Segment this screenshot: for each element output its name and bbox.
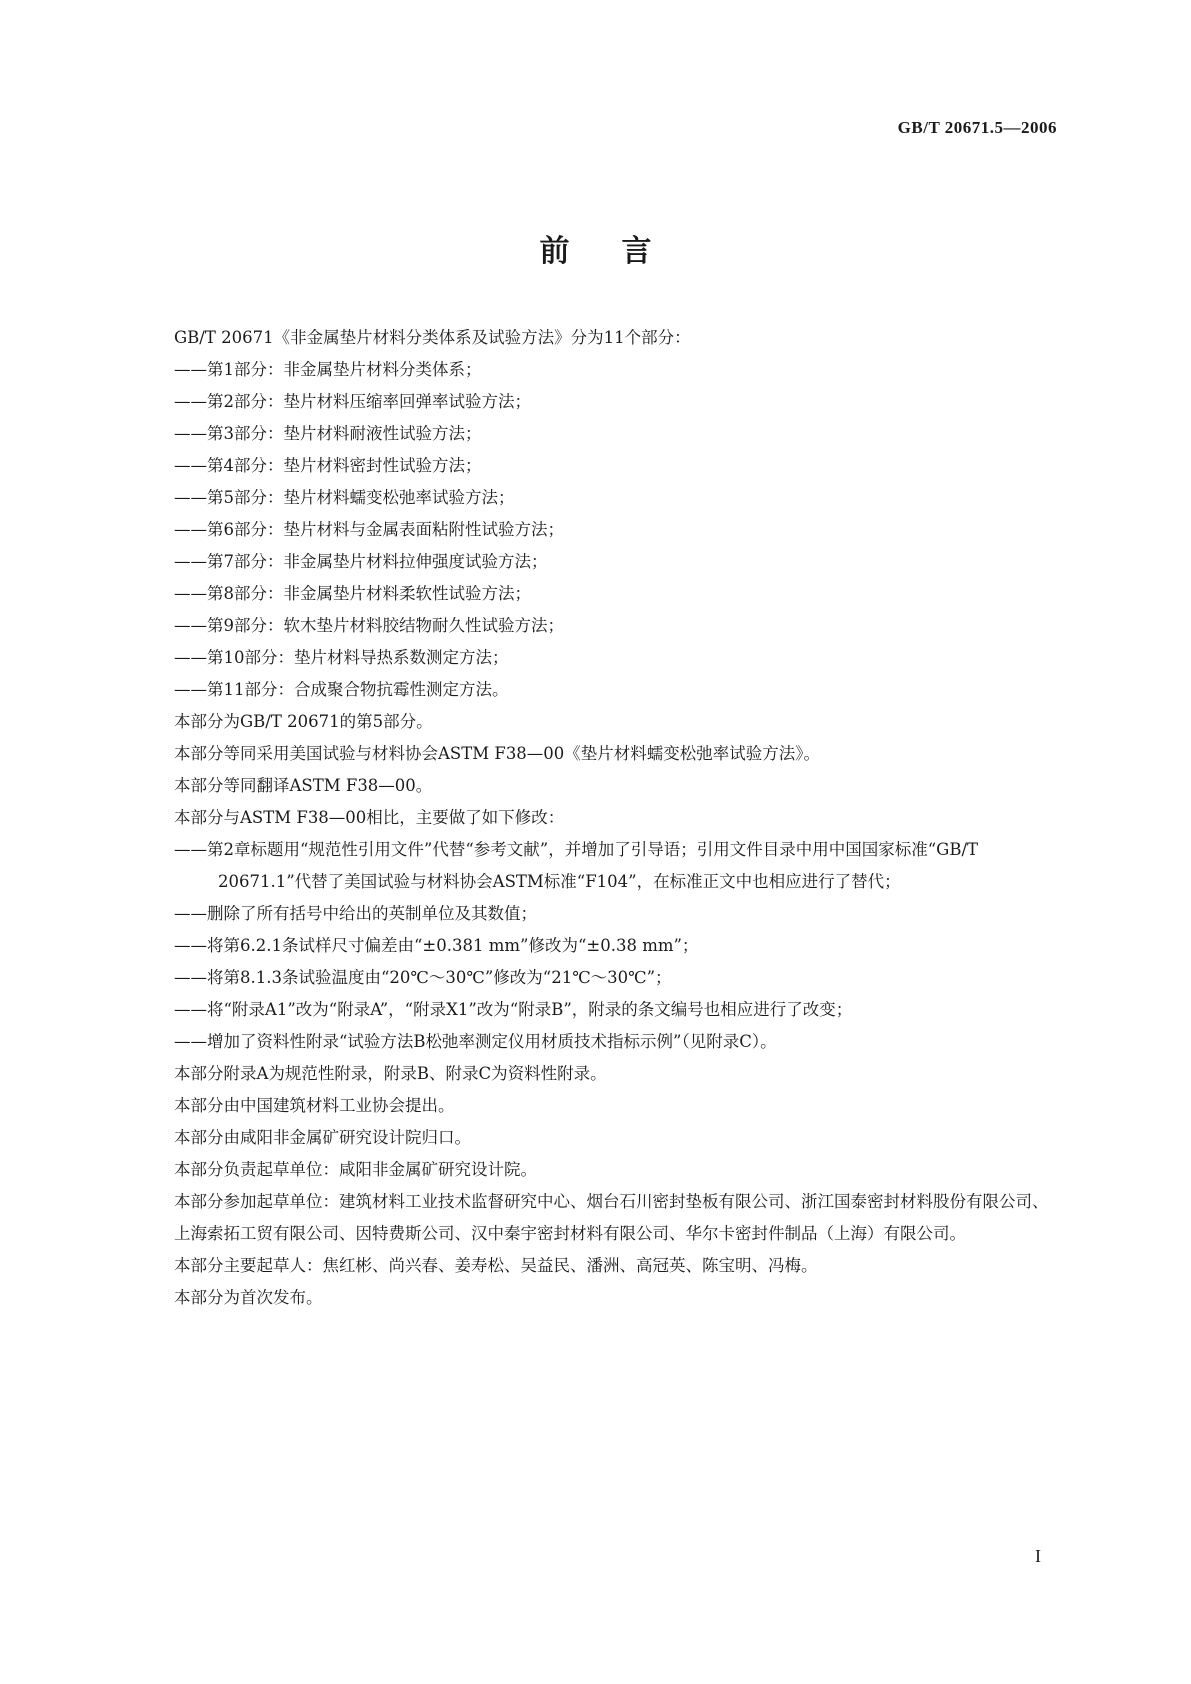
standard-code: GB/T 20671.5—2006: [897, 118, 1057, 137]
statement-paragraph: 本部分与ASTM F38—00相比，主要做了如下修改：: [174, 808, 565, 827]
closing-paragraph: 本部分负责起草单位：咸阳非金属矿研究设计院。: [174, 1160, 537, 1179]
closing-paragraph: 本部分主要起草人：焦红彬、尚兴春、姜寿松、吴益民、潘洲、高冠英、陈宝明、冯梅。: [174, 1256, 818, 1275]
list-item: ——第2部分：垫片材料压缩率回弹率试验方法；: [174, 392, 531, 411]
list-item: ——第10部分：垫片材料导热系数测定方法；: [174, 648, 509, 667]
statement-paragraph: 本部分等同翻译ASTM F38—00。: [174, 776, 433, 795]
list-item: ——删除了所有括号中给出的英制单位及其数值；: [174, 904, 537, 923]
changes-list: [174, 834, 1056, 1058]
closing-paragraph: 本部分为首次发布。: [174, 1288, 323, 1307]
list-item: ——第2章标题用“规范性引用文件”代替“参考文献”，并增加了引导语；引用文件目录中用中国国家标准“GB/T 20671.1”代替了美国试验与材料协会ASTM标准“F104”，在标准正文中也相应进行了替代；: [174, 840, 979, 891]
list-item: ——第5部分：垫片材料蠕变松弛率试验方法；: [174, 488, 515, 507]
closing-paragraph: 本部分由中国建筑材料工业协会提出。: [174, 1096, 455, 1115]
statement-paragraph: 本部分等同采用美国试验与材料协会ASTM F38—00《垫片材料蠕变松弛率试验方法》。: [174, 744, 821, 763]
page-title: 前言: [539, 234, 704, 269]
list-item: ——第9部分：软木垫片材料胶结物耐久性试验方法；: [174, 616, 564, 635]
page-number: I: [1035, 1546, 1041, 1566]
list-item: ——将第6.2.1条试样尺寸偏差由“±0.381 mm”修改为“±0.38 mm”；: [174, 936, 699, 955]
list-item: ——将第8.1.3条试验温度由“20℃～30℃”修改为“21℃～30℃”；: [174, 968, 672, 987]
list-item: ——第8部分：非金属垫片材料柔软性试验方法；: [174, 584, 531, 603]
statement-paragraph: 本部分为GB/T 20671的第5部分。: [174, 712, 433, 731]
foreword-body: [174, 322, 1056, 1314]
list-item: ——将“附录A1”改为“附录A”，“附录X1”改为“附录B”，附录的条文编号也相应进行了改变；: [174, 1000, 853, 1019]
list-item: ——第11部分：合成聚合物抗霉性测定方法。: [174, 680, 509, 699]
closing-paragraph: 本部分附录A为规范性附录，附录B、附录C为资料性附录。: [174, 1064, 607, 1083]
list-item: ——增加了资料性附录“试验方法B松弛率测定仪用材质技术指标示例”（见附录C）。: [174, 1032, 777, 1051]
list-item: ——第3部分：垫片材料耐液性试验方法；: [174, 424, 482, 443]
parts-list: [174, 354, 1056, 706]
list-item: ——第7部分：非金属垫片材料拉伸强度试验方法；: [174, 552, 548, 571]
list-item: ——第1部分：非金属垫片材料分类体系；: [174, 360, 482, 379]
intro-paragraph: GB/T 20671《非金属垫片材料分类体系及试验方法》分为11个部分：: [174, 328, 691, 347]
closing-paragraph: 本部分由咸阳非金属矿研究设计院归口。: [174, 1128, 471, 1147]
list-item: ——第4部分：垫片材料密封性试验方法；: [174, 456, 482, 475]
list-item: ——第6部分：垫片材料与金属表面粘附性试验方法；: [174, 520, 564, 539]
closing-paragraph: 本部分参加起草单位：建筑材料工业技术监督研究中心、烟台石川密封垫板有限公司、浙江国泰密封材料股份有限公司、上海索拓工贸有限公司、因特费斯公司、汉中秦宇密封材料有限公司、华尔卡密封件制品（上海）有限公司。: [174, 1192, 1049, 1243]
